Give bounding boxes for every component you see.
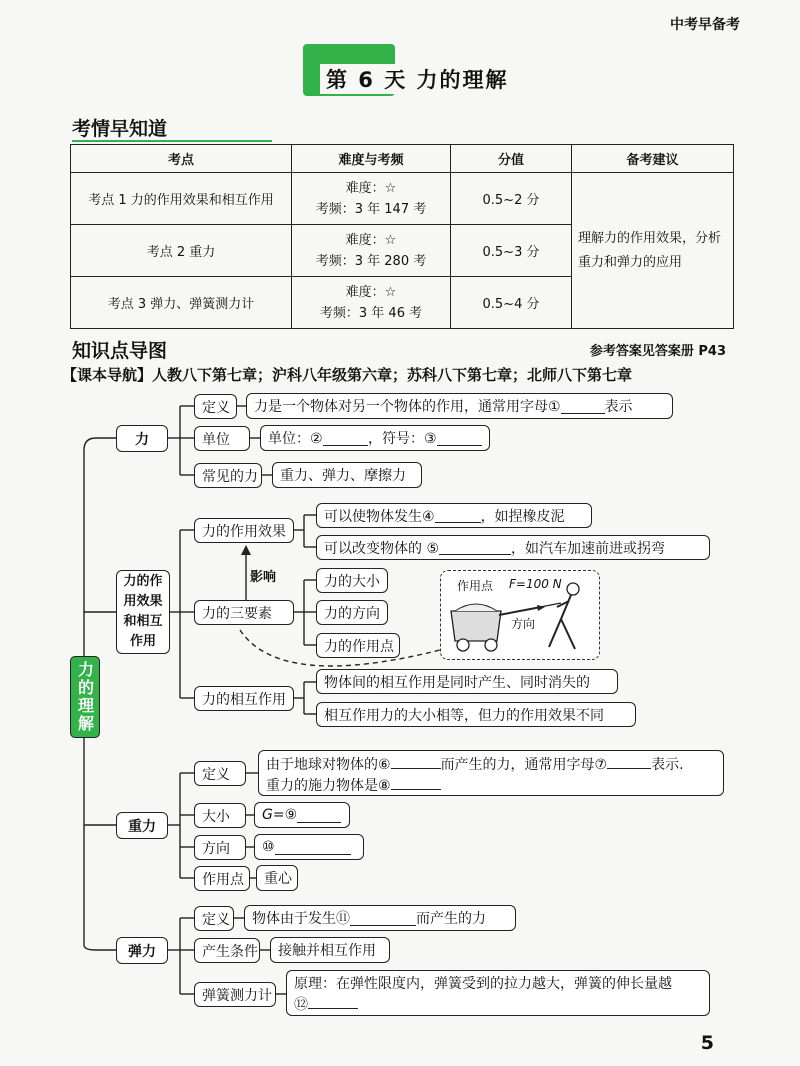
gravity-definition-line [266, 754, 716, 775]
table-cell-point: 考点 3 弹力、弹簧测力计 [71, 277, 292, 329]
node-effect-deform [316, 503, 592, 528]
node-spring-scale-label: 弹簧测力计 [194, 982, 276, 1007]
header-label: 中考早备考 [670, 17, 740, 33]
page-title: 第 6 天 力的理解 [320, 64, 515, 94]
node-common-forces-label: 常见的力 [194, 463, 262, 488]
page-number: 5 [700, 1032, 714, 1054]
text: 而产生的力 [416, 911, 486, 927]
frequency-text: 考频：3 年 46 考 [319, 305, 423, 321]
node-gravity-point-label: 作用点 [194, 866, 250, 891]
table-cell-score: 0.5~2 分 [451, 173, 572, 225]
table-cell-point: 考点 2 重力 [71, 225, 292, 277]
node-gravity-direction-label: 方向 [194, 835, 246, 860]
text: 由于地球对物体的⑥ [266, 757, 391, 773]
influence-label: 影响 [250, 570, 277, 585]
node-unit-label: 单位 [194, 426, 250, 451]
node-elastic-condition: 接触并相互作用 [270, 937, 390, 963]
node-force-definition [246, 393, 673, 419]
node-effect-and-interaction: 力的作用效果和相互作用 [116, 570, 170, 654]
answer-blank [607, 754, 651, 769]
node-mutual-equal: 相互作用力的大小相等，但力的作用效果不同 [316, 702, 636, 727]
text: 而产生的力，通常用字母⑦ [440, 757, 608, 773]
difficulty-text: 难度：☆ [345, 284, 397, 300]
node-elastic: 弹力 [116, 937, 168, 964]
spring-principle-line [294, 994, 702, 1015]
text: 可以改变物体的 ⑤ [324, 540, 440, 557]
node-gravity-point: 重心 [256, 865, 298, 891]
node-force-point: 力的作用点 [316, 633, 400, 658]
difficulty-text: 难度：☆ [345, 232, 397, 248]
node-gravity-direction [254, 834, 364, 860]
cart-drawing [441, 571, 599, 659]
node-unit [260, 425, 490, 451]
spring-principle-text: 原理：在弹性限度内，弹簧受到的拉力越大，弹簧的伸长量越 [294, 976, 672, 992]
node-gravity-size-label: 大小 [194, 803, 246, 828]
node-gravity-definition [258, 750, 724, 796]
section-title-exam: 考情早知道 [72, 118, 168, 140]
answer-blank [323, 431, 368, 446]
text: 表示 [604, 399, 633, 415]
text: ，符号：③ [368, 431, 437, 447]
table-cell-advice: 理解力的作用效果，分析重力和弹力的应用 [572, 173, 734, 329]
node-mutual-simultaneous: 物体间的相互作用是同时产生、同时消失的 [316, 669, 618, 694]
gravity-definition-line [266, 775, 716, 796]
answer-blank [391, 775, 441, 790]
answer-blank [561, 399, 605, 414]
node-force: 力 [116, 425, 168, 452]
text: 表示. [651, 757, 684, 773]
node-elastic-condition-label: 产生条件 [194, 938, 260, 963]
illus-force-label: F=100 N [509, 577, 562, 591]
frequency-text: 考频：3 年 280 考 [315, 253, 427, 269]
node-gravity-definition-label: 定义 [194, 761, 246, 786]
node-spring-scale [286, 970, 710, 1016]
table-header: 难度与考频 [292, 145, 451, 173]
text: 物体由于发生⑪ [252, 911, 350, 927]
answer-blank [308, 994, 358, 1009]
table-cell-score: 0.5~3 分 [451, 225, 572, 277]
illus-point-label: 作用点 [457, 579, 494, 593]
text: ⑫ [294, 997, 308, 1013]
table-header: 考点 [71, 145, 292, 173]
frequency-text: 考频：3 年 147 考 [315, 201, 427, 217]
node-force-effect-label: 力的作用效果 [194, 518, 294, 543]
node-gravity-size [254, 802, 350, 828]
node-gravity: 重力 [116, 812, 168, 839]
node-elastic-definition [244, 905, 516, 931]
answer-blank [275, 840, 351, 855]
answer-blank [391, 754, 441, 769]
answer-reference: 参考答案见答案册 P43 [589, 344, 726, 359]
text: 单位：② [268, 431, 323, 447]
text: 力是一个物体对另一个物体的作用，通常用字母① [254, 399, 561, 415]
answer-blank [297, 808, 341, 823]
table-header: 备考建议 [572, 145, 734, 173]
answer-blank [439, 540, 511, 555]
table-cell-point: 考点 1 力的作用效果和相互作用 [71, 173, 292, 225]
course-navigation: 【课本导航】人教八下第七章；沪科八年级第六章；苏科八下第七章；北师八下第七章 [62, 366, 633, 384]
text: ，如汽车加速前进或拐弯 [511, 540, 666, 557]
mindmap-root: 力的理解 [70, 656, 100, 738]
illus-direction-label: 方向 [511, 617, 536, 631]
difficulty-text: 难度：☆ [345, 180, 397, 196]
pulling-cart-illustration [440, 570, 600, 660]
text: ⑩ [262, 839, 275, 855]
answer-blank [350, 911, 416, 926]
answer-blank [437, 431, 482, 446]
table-header: 分值 [451, 145, 572, 173]
node-effect-motion [316, 535, 710, 560]
node-three-elements: 力的三要素 [194, 600, 294, 625]
text: G=⑨ [262, 807, 298, 823]
node-common-forces: 重力、弹力、摩擦力 [272, 462, 422, 488]
answer-blank [435, 508, 481, 523]
node-force-direction: 力的方向 [316, 600, 388, 625]
text: ，如捏橡皮泥 [480, 508, 565, 525]
node-mutual-label: 力的相互作用 [194, 686, 294, 711]
node-force-definition-label: 定义 [194, 394, 237, 419]
section-title-mindmap: 知识点导图 [72, 340, 168, 362]
node-elastic-definition-label: 定义 [194, 906, 234, 931]
table-cell-score: 0.5~4 分 [451, 277, 572, 329]
node-force-magnitude: 力的大小 [316, 568, 388, 593]
text: 可以使物体发生④ [324, 508, 435, 525]
text: 重力的施力物体是⑧ [266, 778, 391, 794]
